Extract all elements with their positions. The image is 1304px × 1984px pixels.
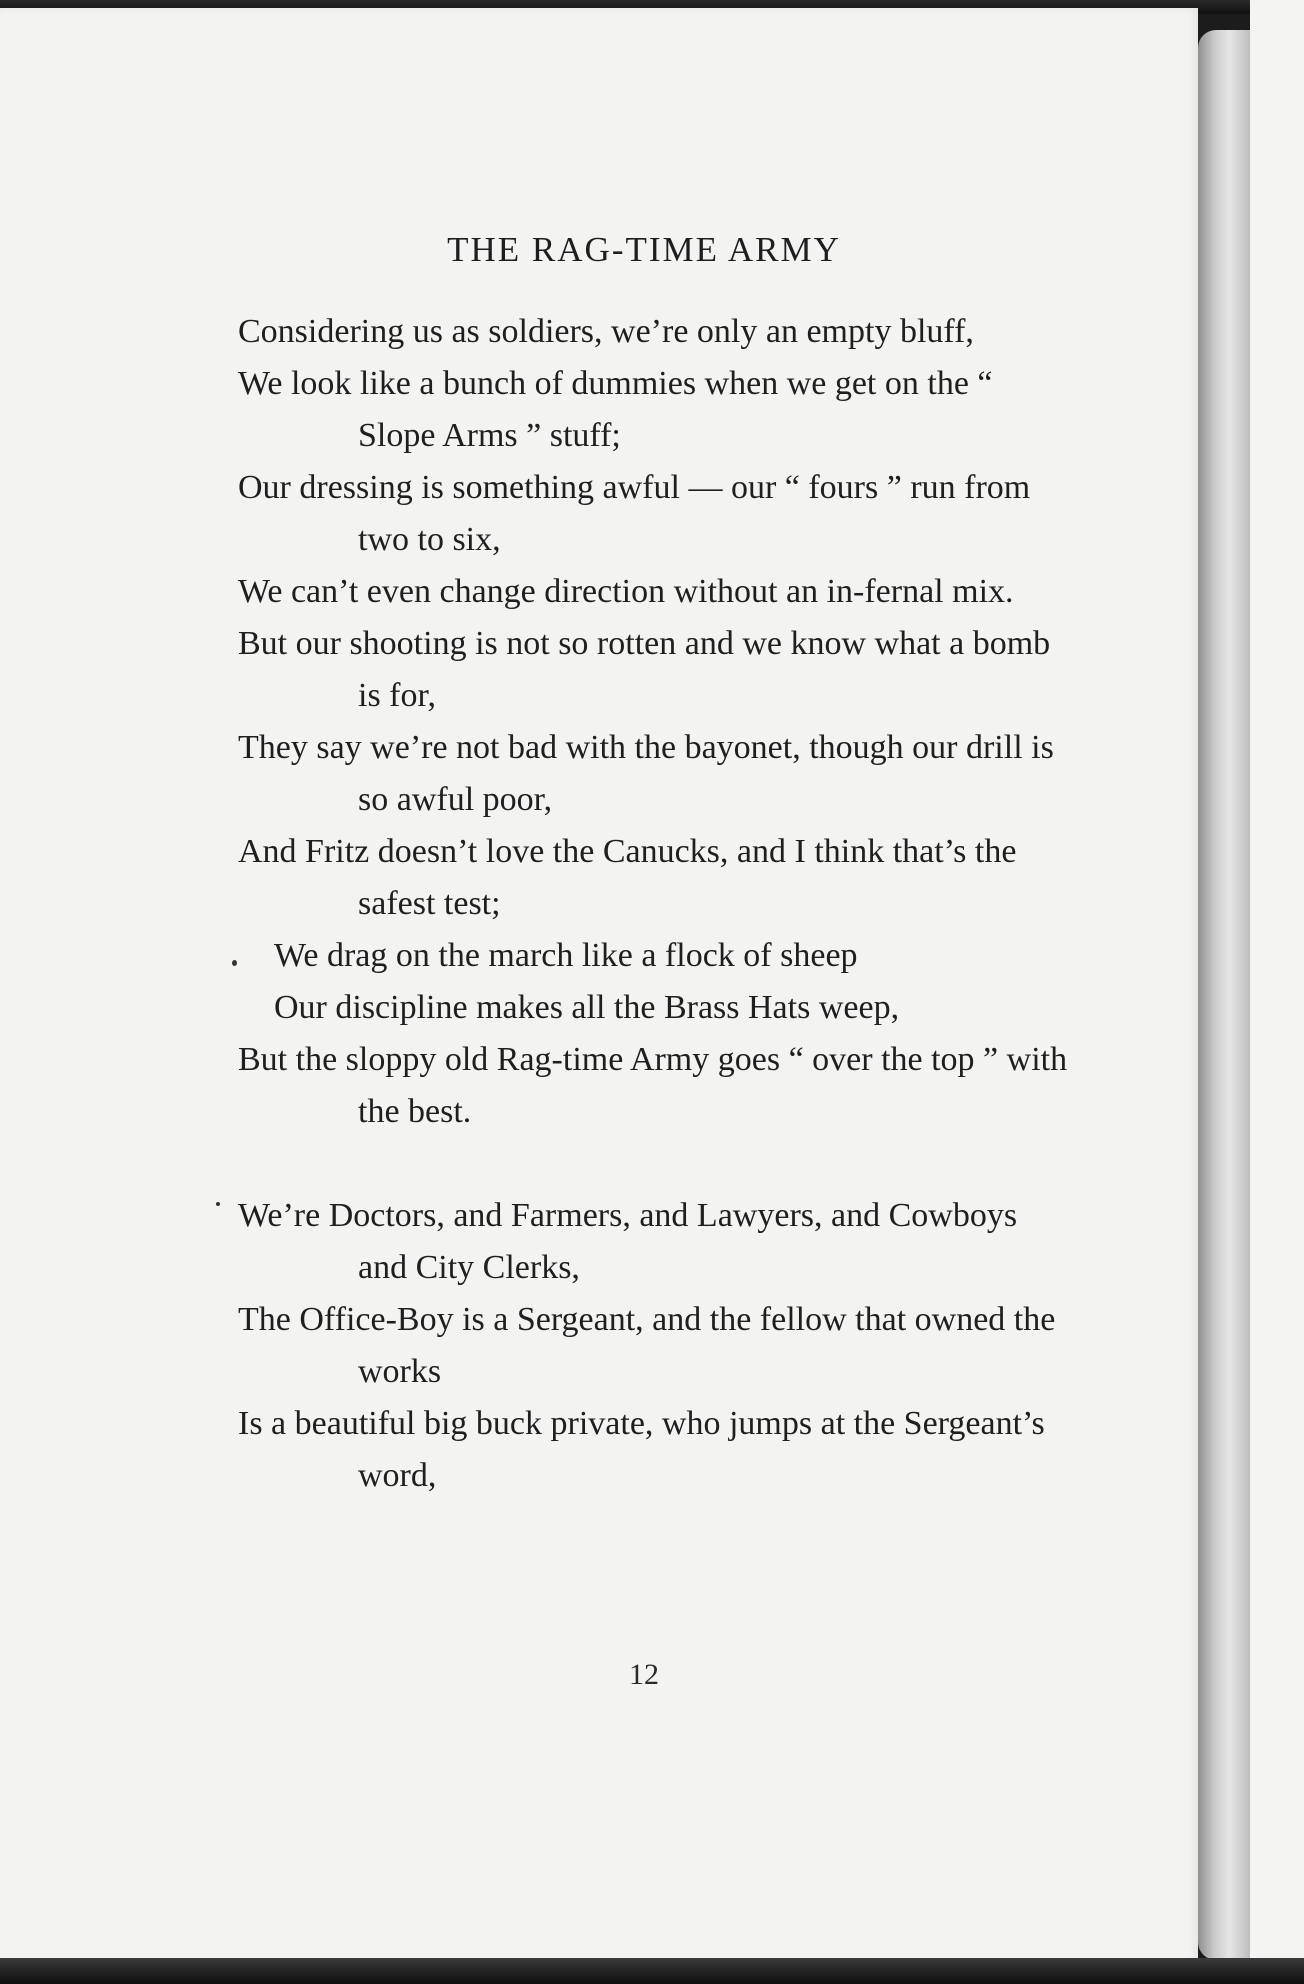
poem-line: But the sloppy old Rag-time Army goes “ over the top ” with the best. (238, 1041, 1068, 1130)
facing-page-edge (1250, 0, 1304, 1984)
poem-line: We’re Doctors, and Farmers, and Lawyers, and Cowboys and City Clerks, (238, 1197, 1018, 1286)
poem-line: We drag on the march like a flock of sheep (274, 937, 858, 974)
stanza-break (238, 1138, 1068, 1190)
book-gutter-edge (1198, 30, 1250, 1960)
page-title: THE RAG-TIME ARMY (447, 230, 841, 269)
poem-line: Our discipline makes all the Brass Hats weep, (274, 989, 900, 1026)
poem-line: We look like a bunch of dummies when we get on the “ Slope Arms ” stuff; (238, 365, 993, 454)
poem-line: We can’t even change direction without an in-fernal mix. (238, 573, 1014, 610)
ink-speck (232, 960, 237, 966)
poem-line: Is a beautiful big buck private, who jumps at the Sergeant’s word, (238, 1405, 1045, 1494)
poem-line: And Fritz doesn’t love the Canucks, and I think that’s the safest test; (238, 833, 1017, 922)
scan-bottom-edge (0, 1958, 1304, 1984)
poem-line: Our dressing is something awful — our “ fours ” run from two to six, (238, 469, 1031, 558)
poem-body (238, 306, 1068, 1502)
poem-line: But our shooting is not so rotten and we know what a bomb is for, (238, 625, 1051, 714)
poem-line: They say we’re not bad with the bayonet, though our drill is so awful poor, (238, 729, 1054, 818)
book-page (0, 8, 1198, 1972)
page-number: 12 (629, 1658, 659, 1691)
poem-line: The Office-Boy is a Sergeant, and the fellow that owned the works (238, 1301, 1056, 1390)
poem-line: Considering us as soldiers, we’re only an empty bluff, (238, 313, 974, 350)
ink-speck (216, 1202, 220, 1206)
